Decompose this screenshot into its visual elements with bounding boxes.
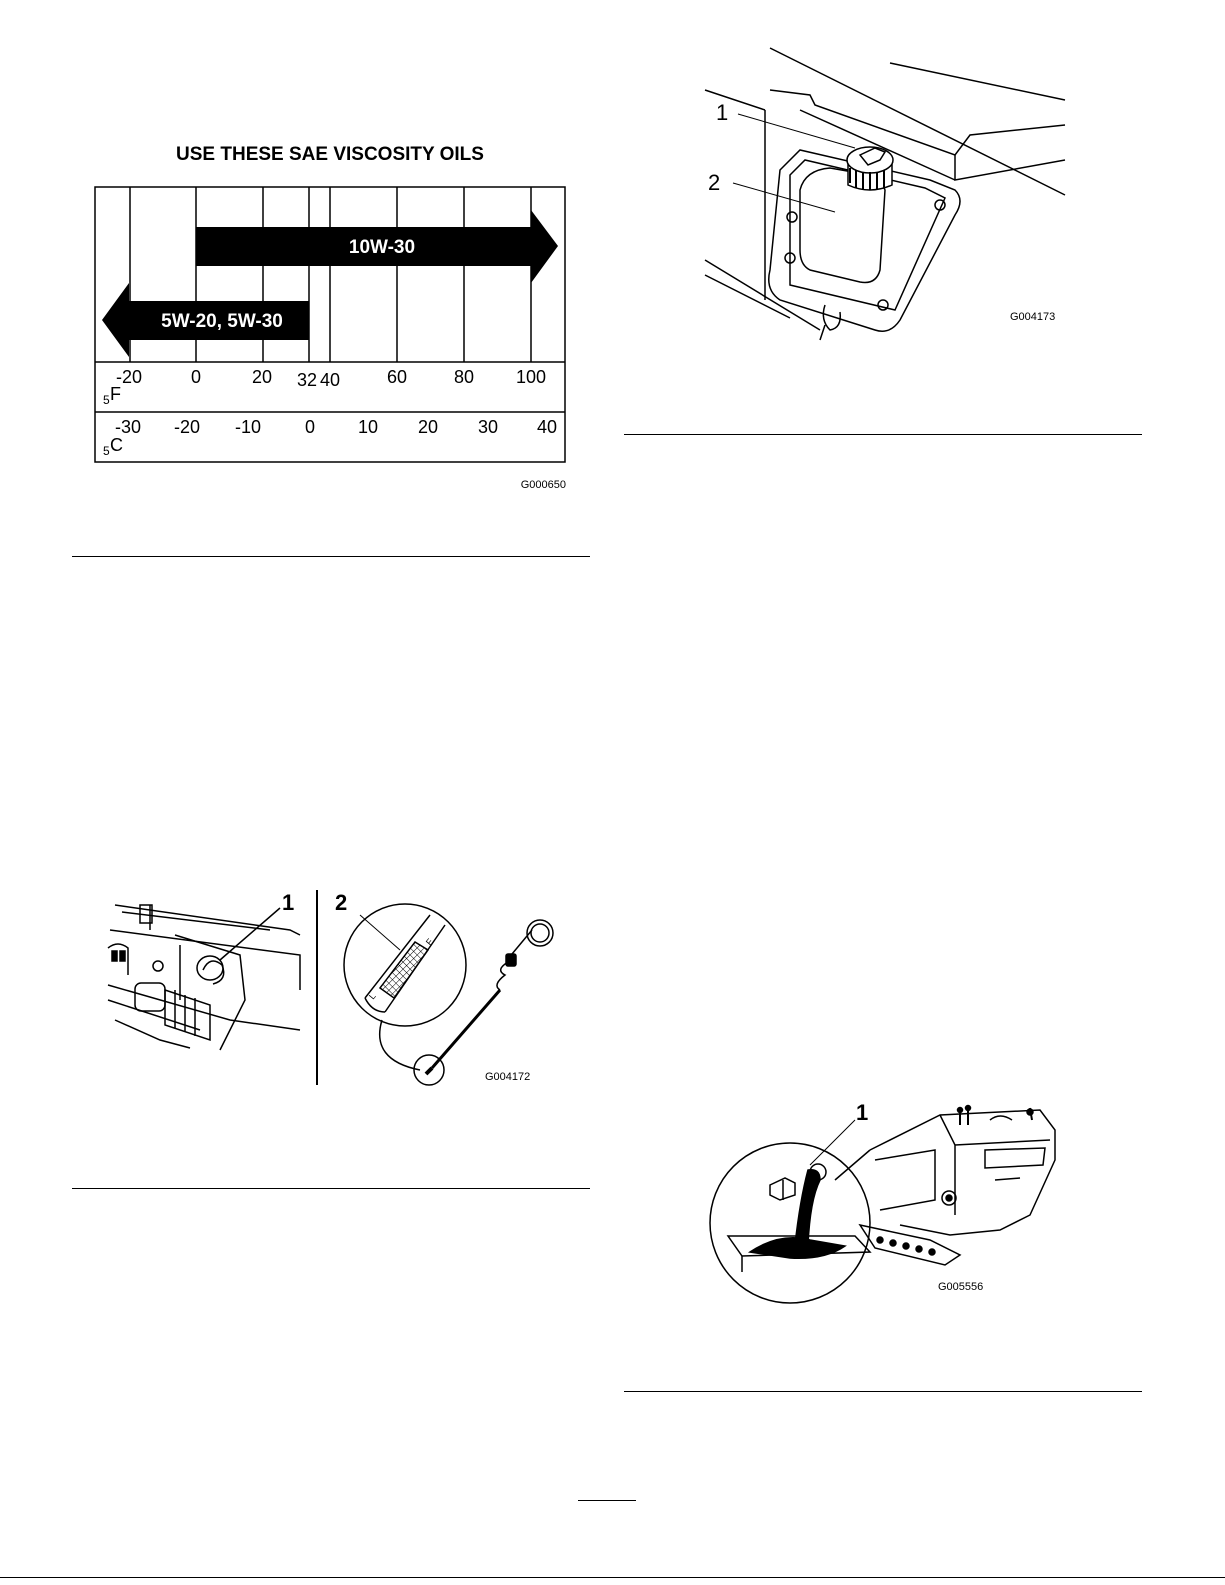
f-tick: 80 bbox=[453, 367, 475, 387]
reservoir-figure bbox=[705, 48, 1065, 340]
page-footer-rule bbox=[0, 1577, 1225, 1578]
fahrenheit-unit: F bbox=[110, 384, 121, 404]
viscosity-figure-code: G000650 bbox=[520, 479, 566, 491]
drain-callout-1: 1 bbox=[856, 1100, 869, 1125]
arrow-5w20-5w30-label: 5W-20, 5W-30 bbox=[161, 311, 283, 332]
drain-figure-code: G005556 bbox=[938, 1281, 984, 1293]
arrow-10w30-label: 10W-30 bbox=[348, 237, 416, 258]
dipstick-figure-code: G004172 bbox=[485, 1071, 531, 1083]
celsius-unit-prefix: 5 bbox=[103, 444, 110, 458]
f-tick: 60 bbox=[386, 367, 408, 387]
f-tick: -20 bbox=[115, 367, 143, 387]
f-tick: 32 bbox=[296, 370, 318, 390]
gauge-mark-full: F bbox=[423, 936, 436, 948]
c-tick: 20 bbox=[417, 417, 439, 437]
c-tick: -10 bbox=[234, 417, 262, 437]
section-rule bbox=[72, 556, 590, 557]
f-tick: 40 bbox=[319, 370, 341, 390]
c-tick: -20 bbox=[173, 417, 201, 437]
reservoir-figure-code: G004173 bbox=[1010, 311, 1056, 323]
fahrenheit-tick-labels bbox=[116, 367, 546, 390]
section-rule bbox=[624, 1391, 1142, 1392]
section-rule bbox=[624, 434, 1142, 435]
f-tick: 20 bbox=[251, 367, 273, 387]
f-tick: 0 bbox=[190, 367, 202, 387]
dipstick-callout-2: 2 bbox=[335, 890, 348, 915]
celsius-unit: C bbox=[110, 435, 123, 455]
fahrenheit-unit-prefix: 5 bbox=[103, 393, 110, 407]
c-tick: 10 bbox=[357, 417, 379, 437]
reservoir-callout-1: 1 bbox=[716, 100, 729, 125]
drain-figure bbox=[710, 1106, 1055, 1304]
dipstick-figure bbox=[108, 890, 553, 1085]
c-tick: 0 bbox=[304, 417, 316, 437]
c-tick: 40 bbox=[536, 417, 558, 437]
celsius-tick-labels bbox=[115, 417, 557, 437]
viscosity-chart-title: USE THESE SAE VISCOSITY OILS bbox=[176, 144, 484, 165]
dipstick-callout-1: 1 bbox=[282, 890, 295, 915]
page-number-rule bbox=[578, 1500, 636, 1501]
c-tick: 30 bbox=[477, 417, 499, 437]
reservoir-callout-2: 2 bbox=[708, 170, 721, 195]
gauge-mark-low: L bbox=[366, 991, 378, 1002]
section-rule bbox=[72, 1188, 590, 1189]
c-tick: -30 bbox=[114, 417, 142, 437]
f-tick: 100 bbox=[515, 367, 547, 387]
